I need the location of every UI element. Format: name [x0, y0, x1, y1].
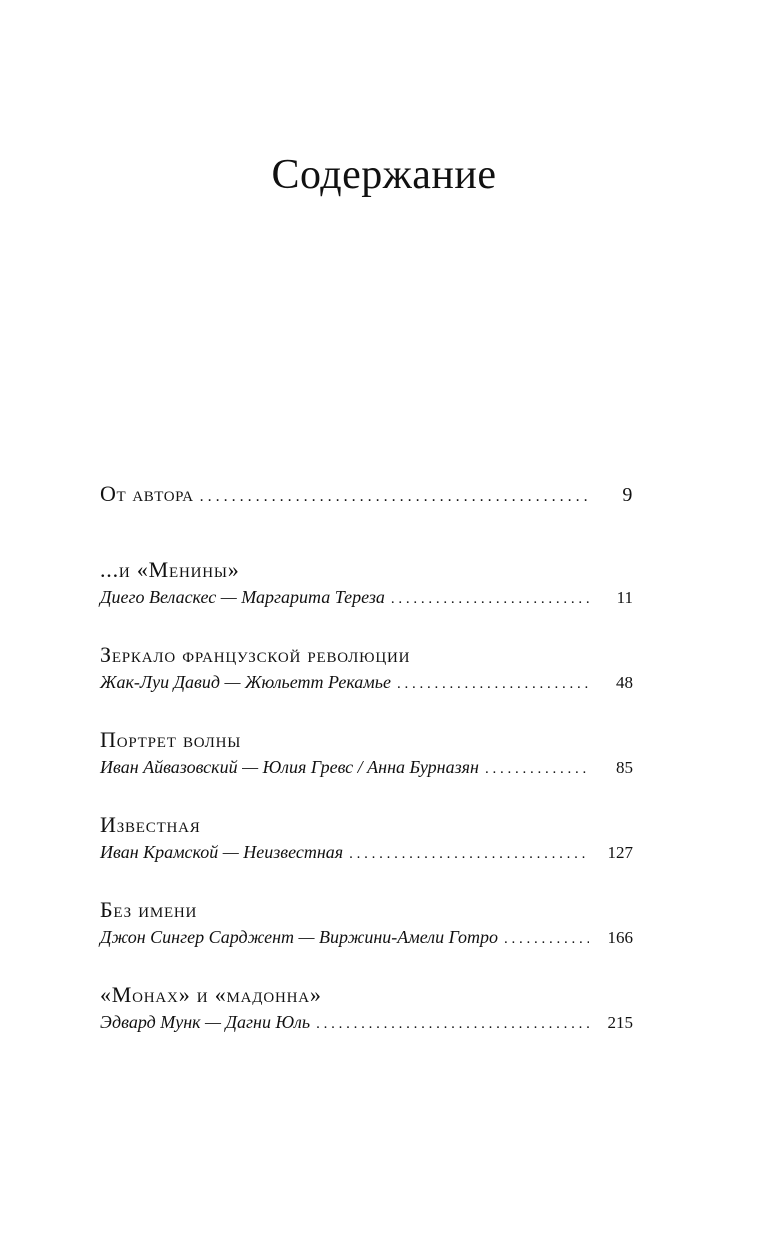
toc-chapter-title: Портрет волны [100, 727, 242, 752]
dot-leader [397, 671, 589, 697]
table-of-contents [100, 478, 633, 1037]
toc-chapter-subtitle-row [100, 669, 633, 697]
dot-leader [200, 481, 589, 513]
toc-chapter-subtitle-row [100, 584, 633, 612]
toc-page-number: 127 [607, 843, 633, 862]
toc-chapter[interactable] [100, 896, 633, 952]
dot-leader [349, 841, 589, 867]
toc-chapter-subtitle-row [100, 1009, 633, 1037]
toc-page-number: 11 [616, 588, 633, 607]
toc-chapter-subtitle: Иван Айвазовский — Юлия Гревс / Анна Бурназян [100, 757, 479, 777]
dot-leader [504, 926, 589, 952]
toc-chapter-title: Зеркало французской революции [100, 642, 411, 667]
toc-chapter-subtitle-row [100, 754, 633, 782]
dot-leader [391, 586, 589, 612]
toc-chapter-subtitle: Джон Сингер Сарджент — Виржини-Амели Готро [100, 927, 498, 947]
toc-chapter-title: ...и «Менины» [100, 557, 240, 582]
toc-chapter-title: Известная [100, 812, 201, 837]
toc-chapter[interactable] [100, 981, 633, 1037]
dot-leader [316, 1011, 589, 1037]
toc-chapter-subtitle: Иван Крамской — Неизвестная [100, 842, 344, 862]
toc-entry-title: От автора [100, 481, 194, 506]
toc-chapter[interactable] [100, 556, 633, 612]
toc-page-number: 166 [607, 928, 633, 947]
toc-chapter-subtitle: Эдвард Мунк — Дагни Юль [100, 1012, 311, 1032]
page-title: Содержание [271, 152, 497, 198]
dot-leader [485, 756, 589, 782]
toc-page-number: 9 [622, 484, 633, 506]
toc-chapter[interactable] [100, 811, 633, 867]
toc-chapter-subtitle-row [100, 839, 633, 867]
toc-chapter-subtitle-row [100, 924, 633, 952]
toc-chapter-subtitle: Жак-Луи Давид — Жюльетт Рекамье [100, 672, 391, 692]
toc-entry-intro[interactable] [100, 478, 633, 510]
toc-chapter[interactable] [100, 641, 633, 697]
toc-page-number: 215 [607, 1013, 633, 1032]
toc-page-number: 85 [616, 758, 633, 777]
toc-chapter[interactable] [100, 726, 633, 782]
toc-chapter-title: Без имени [100, 897, 198, 922]
toc-chapter-subtitle: Диего Веласкес — Маргарита Тереза [100, 587, 385, 607]
toc-chapter-title: «Монах» и «мадонна» [100, 982, 322, 1007]
toc-page-number: 48 [616, 673, 633, 692]
